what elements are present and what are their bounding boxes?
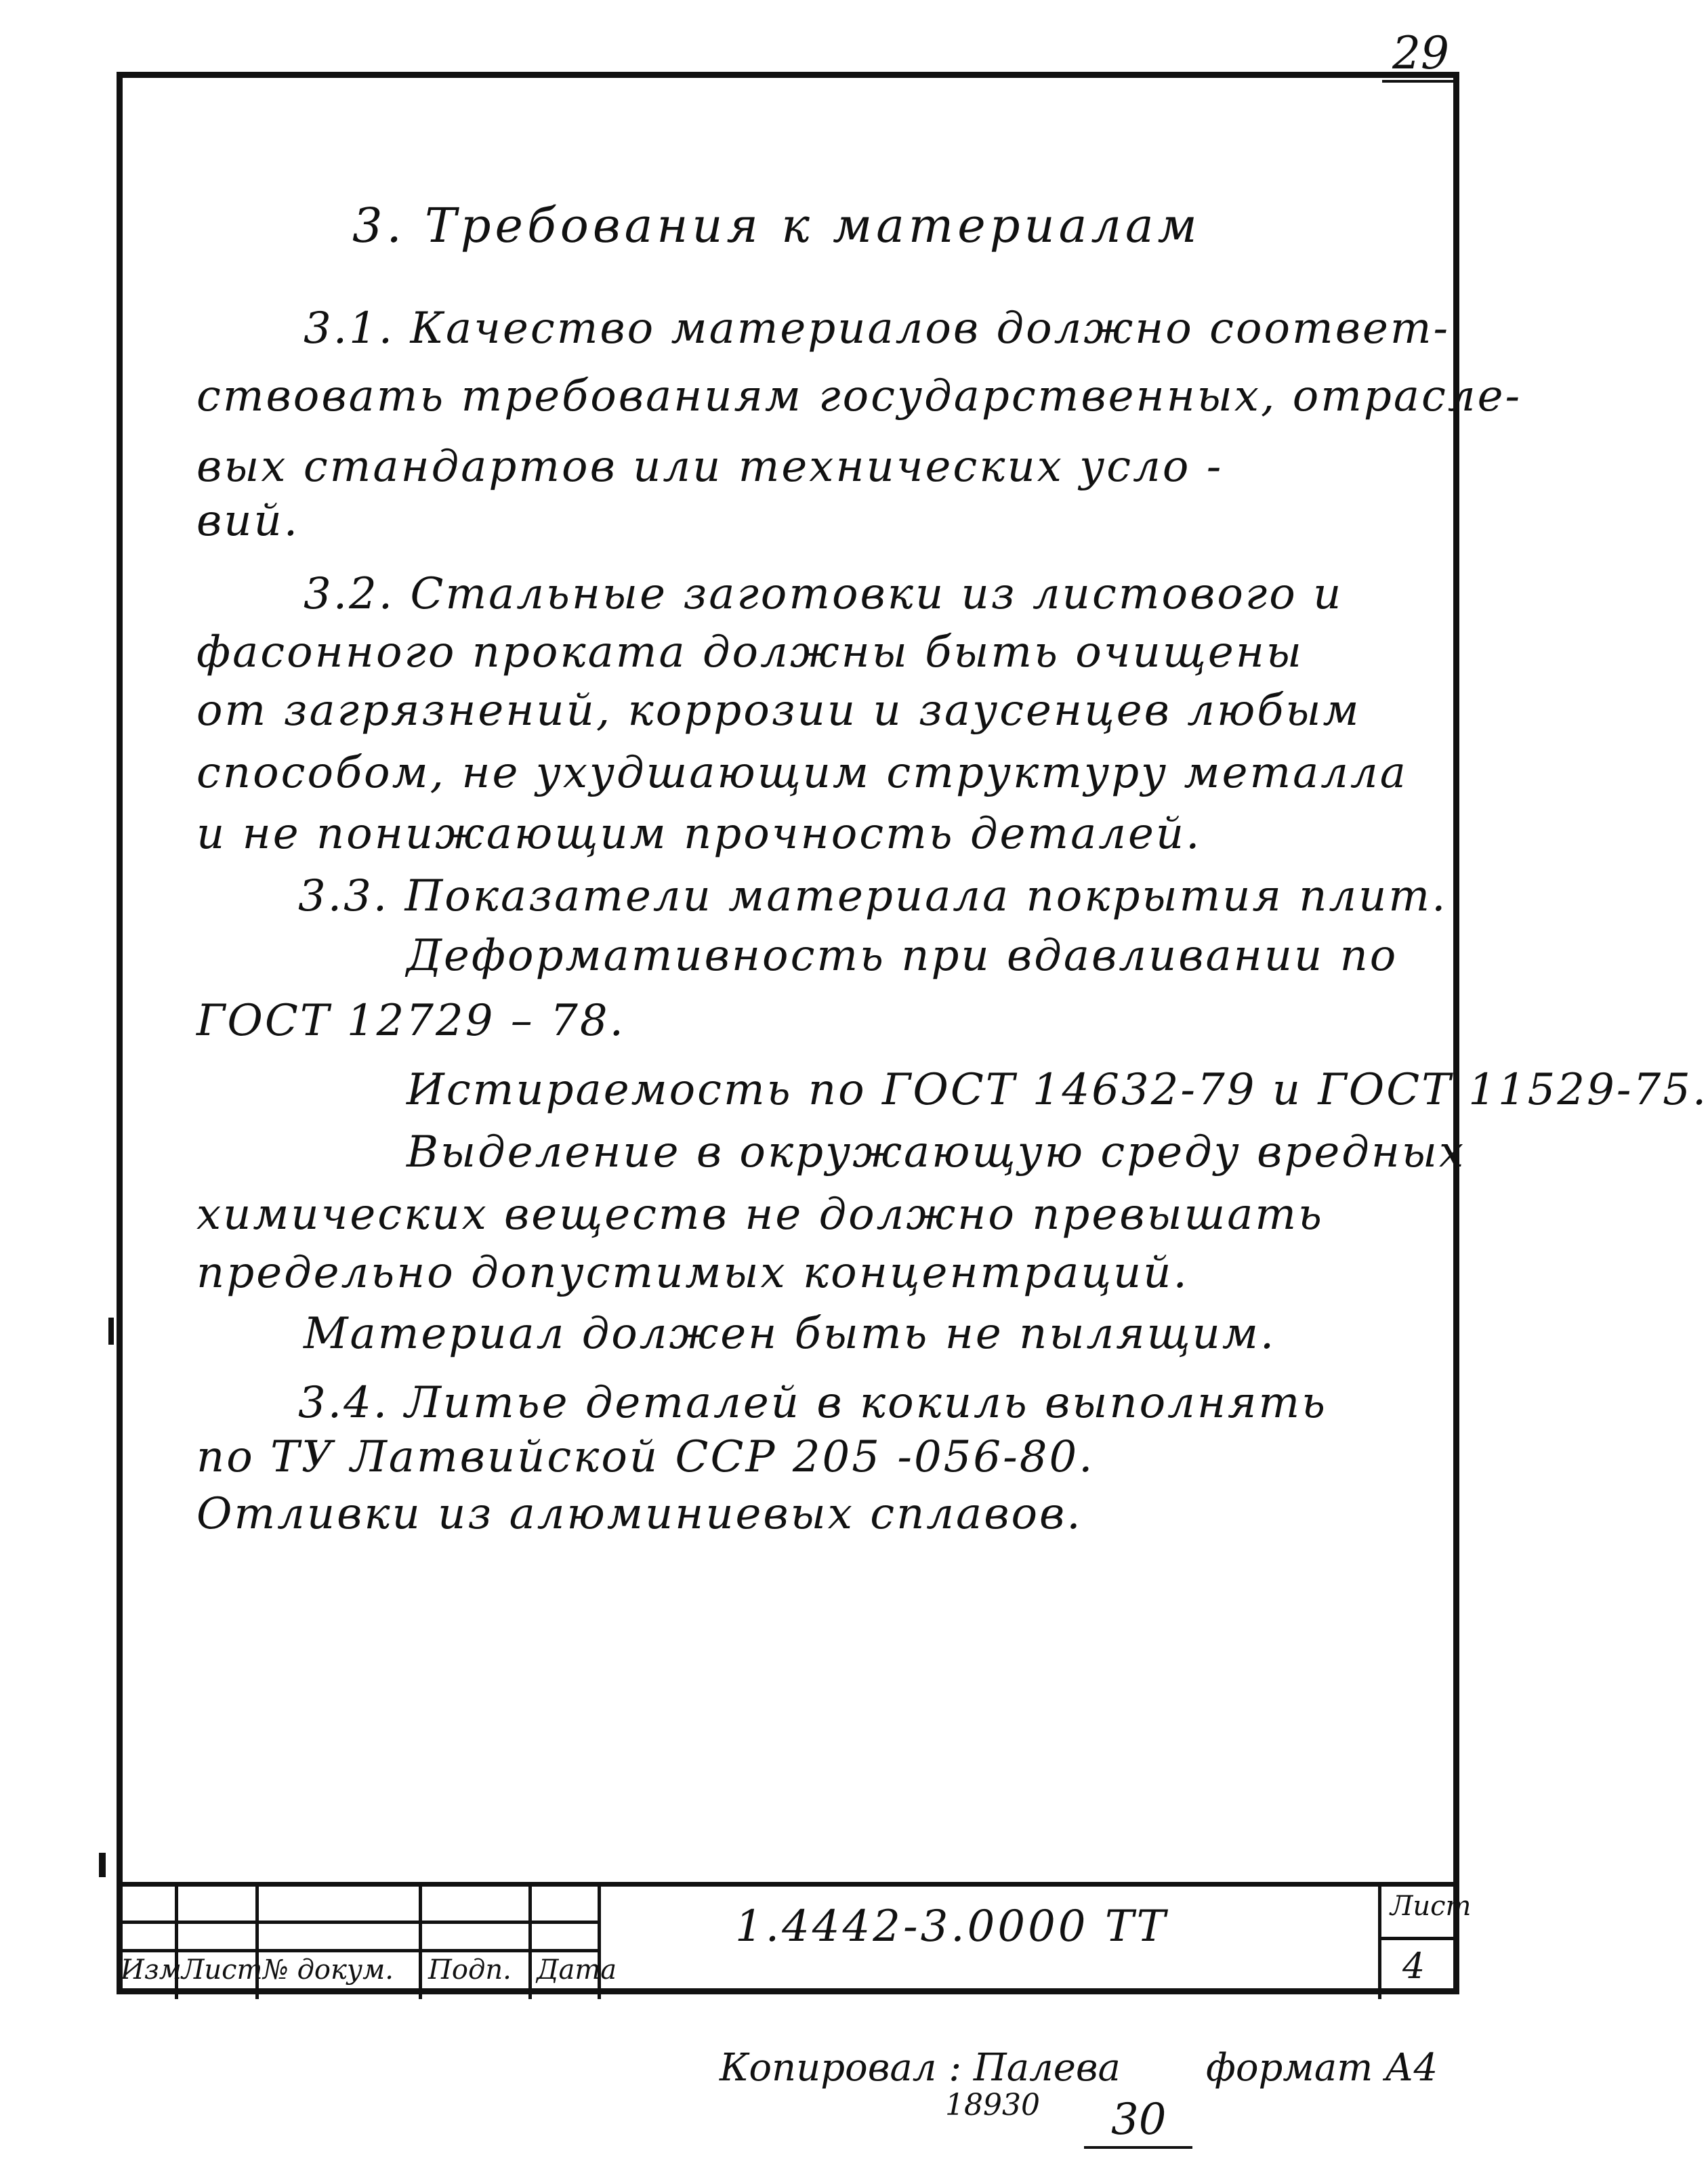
stamp-rule (528, 1887, 532, 1999)
body-line: 3.1. Качество материалов должно соответ- (304, 303, 1451, 354)
footer-copied-by: Копировал : Палева (720, 2046, 1121, 2090)
column-label-change: Изм (121, 1954, 182, 1986)
body-line: по ТУ Латвийской ССР 205 -056-80. (196, 1432, 1095, 1482)
body-line: 3.2. Стальные заготовки из листового и (304, 569, 1344, 619)
body-line: предельно допустимых концентраций. (196, 1248, 1189, 1298)
document-code: 1.4442-3.0000 ТТ (735, 1902, 1169, 1952)
stamp-rule (419, 1887, 422, 1999)
footer-copy-number: 18930 (945, 2088, 1040, 2122)
column-label-document-number: № докум. (263, 1954, 394, 1986)
column-label-sheet: Лист (182, 1954, 263, 1986)
sheet-number: 4 (1402, 1946, 1425, 1987)
body-line: вых стандартов или технических усло - (196, 442, 1224, 492)
column-label-signature: Подп. (428, 1954, 512, 1986)
body-line: фасонного проката должны быть очищены (196, 627, 1304, 677)
body-line: 3.3. Показатели материала покрытия плит. (298, 871, 1448, 921)
body-line: вий. (196, 496, 300, 546)
stamp-rule (1378, 1887, 1381, 1999)
footer-format: формат А4 (1206, 2046, 1438, 2090)
body-line: Отливки из алюминиевых сплавов. (196, 1489, 1083, 1539)
column-label-date: Дата (537, 1954, 617, 1986)
margin-mark (108, 1318, 114, 1345)
body-line: от загрязнений, коррозии и заусенцев любым (196, 686, 1361, 736)
body-line: Материал должен быть не пылящим. (304, 1309, 1276, 1359)
margin-mark (99, 1853, 106, 1877)
stamp-rule (117, 1921, 598, 1924)
body-line: способом, не ухудшающим структуру металла (196, 748, 1408, 798)
body-line: Истираемость по ГОСТ 14632-79 и ГОСТ 11529-75. (407, 1065, 1708, 1115)
body-line: химических веществ не должно превышать (196, 1190, 1324, 1240)
page-number: 29 (1392, 27, 1449, 79)
stamp-rule (117, 1949, 598, 1952)
stamp-rule (1378, 1937, 1459, 1940)
footer-page-count-underline (1084, 2146, 1192, 2149)
section-heading: 3. Требования к материалам (352, 198, 1201, 253)
body-line: и не понижающим прочность деталей. (196, 809, 1202, 859)
title-block (117, 1882, 1472, 1994)
footer-page-count: 30 (1111, 2095, 1167, 2145)
sheet-label: Лист (1390, 1891, 1472, 1922)
body-line: 3.4. Литье деталей в кокиль выполнять (298, 1378, 1327, 1428)
body-line: ствовать требованиям государственных, отрасле- (196, 371, 1522, 421)
body-line: Деформативность при вдавливании по (407, 931, 1398, 981)
body-line: Выделение в окружающую среду вредных (407, 1127, 1466, 1177)
body-line: ГОСТ 12729 – 78. (196, 996, 625, 1046)
